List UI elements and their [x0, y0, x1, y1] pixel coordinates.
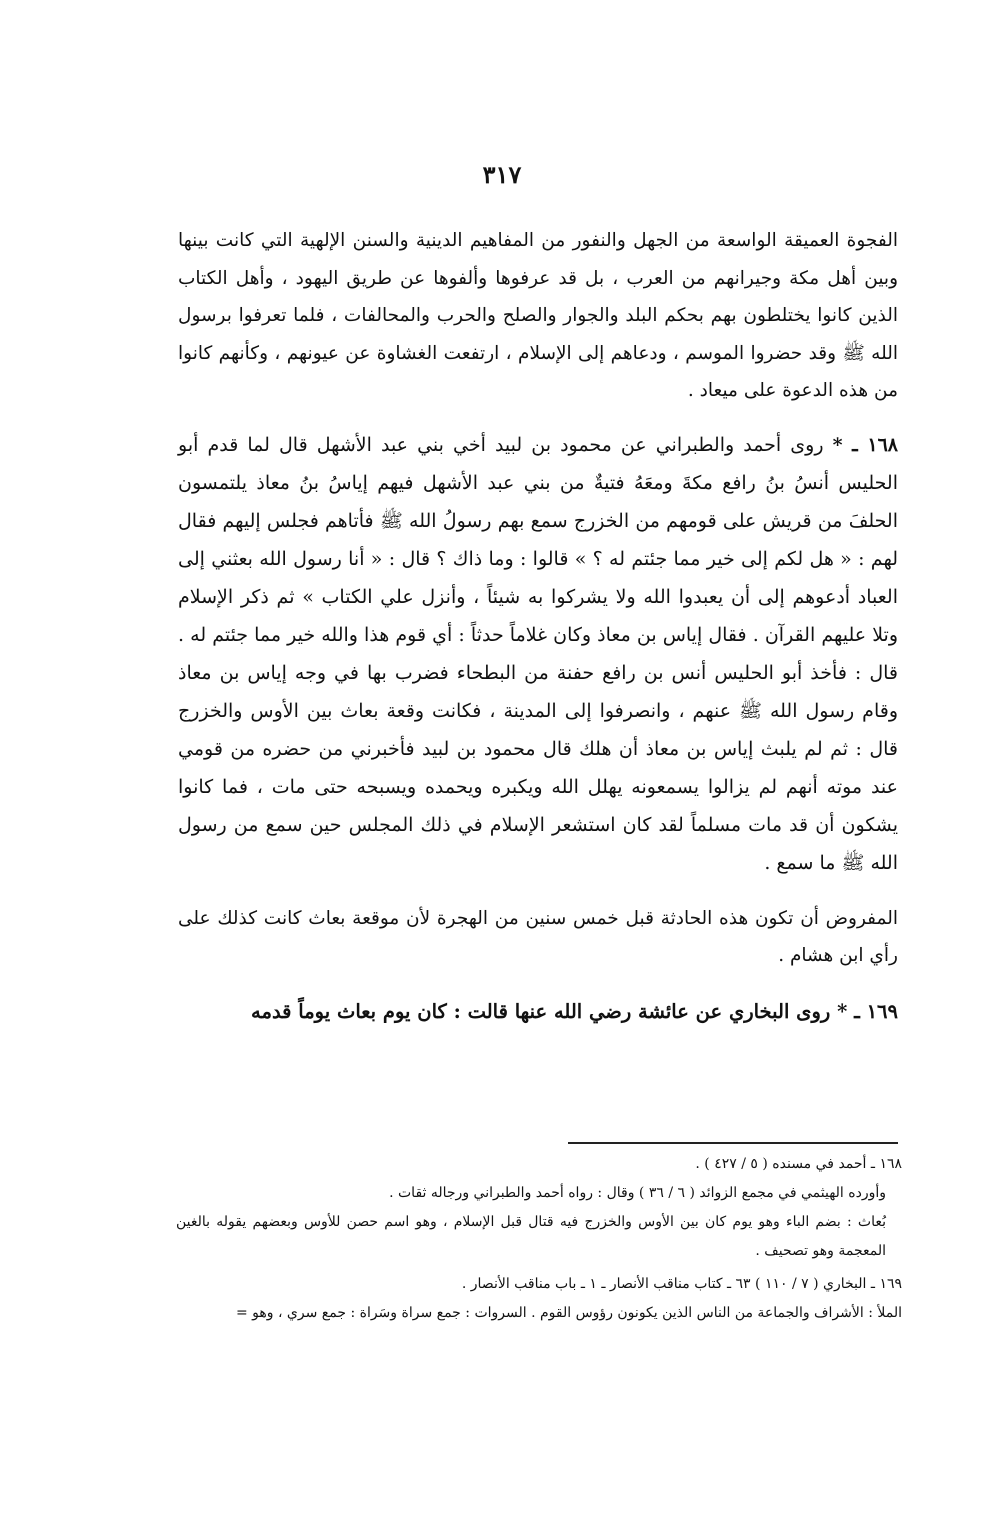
footnote-168-source: ١٦٨ ـ أحمد في مسنده ( ٥ / ٤٢٧ ) .: [695, 1156, 902, 1172]
footnote-169-source: ١٦٩ ـ البخاري ( ٧ / ١١٠ ) ٦٣ ـ كتاب مناقب الأنصار ـ ١ ـ باب مناقب الأنصار .: [461, 1276, 902, 1292]
footnote-mala-definition: الملأ : الأشراف والجماعة من الناس الذين يكونون رؤوس القوم . السروات : جمع سراة وسَراة : جمع سري ، وهو =: [235, 1305, 902, 1321]
hadith-169: [178, 993, 898, 1031]
footnote-168-zawaid: وأورده الهيثمي في مجمع الزوائد ( ٦ / ٣٦ ) وقال : رواه أحمد والطبراني ورجاله ثقات .: [389, 1185, 886, 1201]
footnotes: [176, 1150, 902, 1328]
main-text: [178, 222, 898, 1030]
hadith-169-number: ١٦٩ ـ *: [837, 999, 898, 1023]
footnote-divider: [568, 1142, 898, 1144]
footnote-buath-definition: بُعاث : بضم الباء وهو يوم كان بين الأوس والخزرج فيه قتال قبل الإسلام ، وهو اسم حصن للأوس وبعضهم يقوله بالغين المعجمة وهو تصحيف .: [176, 1214, 886, 1259]
page-number: ٣١٧: [482, 160, 522, 189]
hadith-168-text: روى أحمد والطبراني عن محمود بن لبيد أخي بني عبد الأشهل قال لما قدم أبو الحليس أنسُ بنُ رافع مكةَ ومعَهُ فتيةٌ من بني عبد الأشهل فيهم إياسُ بنُ معاذ يلتمسون الحلفَ من قريش على قومهم من الخزرج سمع بهم رسولُ الله ﷺ فأتاهم فجلس إليهم فقال لهم : « هل لكم إلى خير مما جئتم له ؟ » قالوا : وما ذاك ؟ قال : « أنا رسول الله بعثني إلى العباد أدعوهم إلى أن يعبدوا الله ولا يشركوا به شيئاً ، وأنزل علي الكتاب » ثم ذكر الإسلام وتلا عليهم القرآن . فقال إياس بن معاذ وكان غلاماً حدثاً : أي قوم هذا والله خير مما جئتم له . قال : فأخذ أبو الحليس أنس بن رافع حفنة من البطحاء فضرب بها في وجه إياس بن معاذ وقام رسول الله ﷺ عنهم ، وانصرفوا إلى المدينة ، فكانت وقعة بعاث بين الأوس والخزرج قال : ثم لم يلبث إياس بن معاذ أن هلك قال محمود بن لبيد فأخبرني من حضره من قومي عند موته أنهم لم يزالوا يسمعونه يهلل الله ويكبره ويحمده ويسبحه حتى مات ، فما كانوا يشكون أن قد مات مسلماً لقد كان استشعر الإسلام في ذلك المجلس حين سمع من رسول الله ﷺ ما سمع .: [178, 433, 898, 874]
paragraph-commentary: المفروض أن تكون هذه الحادثة قبل خمس سنين من الهجرة لأن موقعة بعاث كانت كذلك على رأي ابن هشام .: [178, 907, 898, 966]
hadith-168-number: ١٦٨ ـ *: [832, 433, 898, 456]
hadith-168: [178, 426, 898, 882]
paragraph-intro: الفجوة العميقة الواسعة من الجهل والنفور من المفاهيم الدينية والسنن الإلهية التي كانت بينها وبين أهل مكة وجيرانهم من العرب ، بل قد عرفوها وألفوها عن طريق اليهود ، وأهل الكتاب الذين كانوا يختلطون بهم بحكم البلد والجوار والصلح والحرب والمحالفات ، فلما تعرفوا برسول الله ﷺ وقد حضروا الموسم ، ودعاهم إلى الإسلام ، ارتفعت الغشاوة عن عيونهم ، وكأنهم كانوا من هذه الدعوة على ميعاد .: [178, 230, 898, 401]
hadith-169-text: روى البخاري عن عائشة رضي الله عنها قالت : كان يوم بعاث يوماً قدمه: [251, 999, 831, 1023]
